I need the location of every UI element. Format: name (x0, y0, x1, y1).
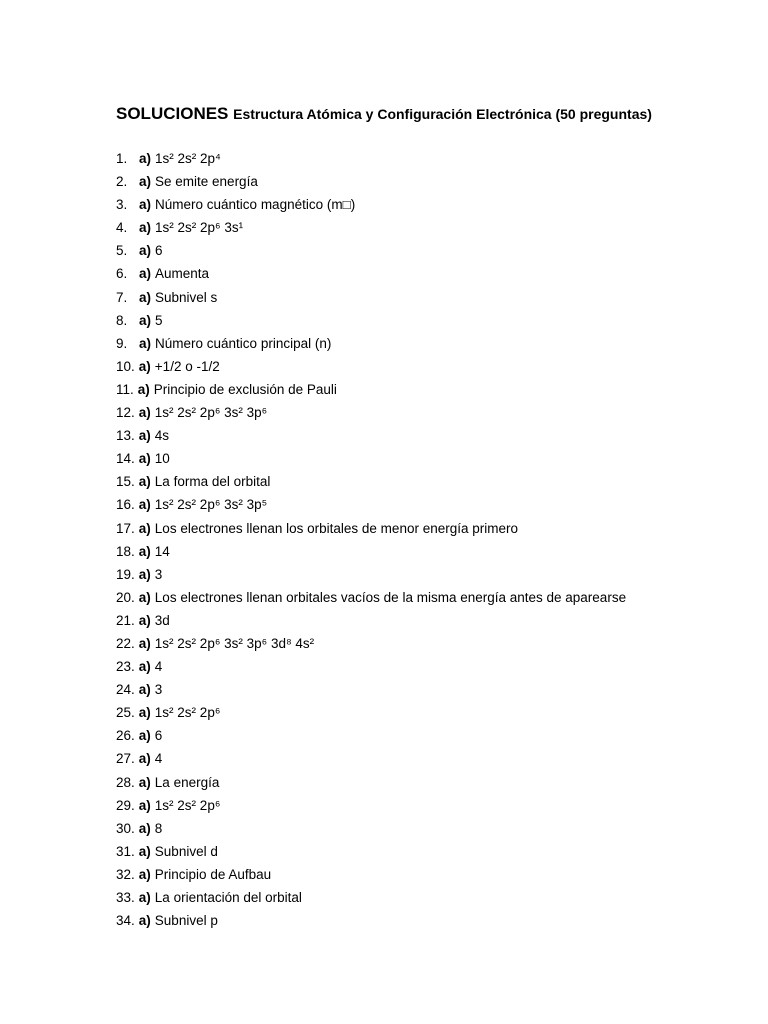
answer-option: a) (138, 820, 151, 836)
answer-text: Se emite energía (155, 174, 258, 190)
answer-text: 6 (154, 728, 163, 744)
answer-number: 30. (116, 820, 135, 836)
answer-option: a) (139, 312, 152, 328)
answer-text: Principio de Aufbau (154, 866, 272, 882)
answer-item (116, 378, 736, 401)
answer-text: 5 (155, 312, 163, 328)
answer-item (116, 470, 736, 493)
answer-text: 1s² 2s² 2p⁶ 3s² 3p⁶ 3d⁸ 4s² (154, 635, 315, 651)
answer-item (116, 863, 736, 886)
answer-item (116, 817, 736, 840)
answer-number: 16. (116, 497, 135, 513)
answer-item (116, 632, 736, 655)
answer-number: 21. (116, 612, 135, 628)
answer-text: La energía (154, 774, 220, 790)
answer-text: Número cuántico principal (n) (155, 335, 332, 351)
answer-number: 8. (116, 312, 128, 328)
answer-text: 1s² 2s² 2p⁴ (155, 151, 221, 166)
answer-text: 1s² 2s² 2p⁶ (154, 797, 221, 813)
answer-option: a) (138, 520, 151, 536)
answer-item (116, 517, 736, 540)
answer-text: 1s² 2s² 2p⁶ (154, 705, 221, 721)
answer-option: a) (139, 243, 152, 259)
answer-item (116, 401, 736, 424)
title-subtitle: Estructura Atómica y Configuración Electrónica (50 preguntas) (233, 106, 652, 122)
answer-text: Aumenta (155, 266, 210, 282)
answer-number: 25. (116, 705, 135, 721)
answer-number: 24. (116, 682, 135, 698)
answer-item (116, 747, 736, 770)
answer-option: a) (137, 381, 150, 397)
answer-item (116, 286, 736, 309)
answer-item (116, 216, 736, 239)
answer-option: a) (138, 843, 151, 859)
answer-item (116, 424, 736, 447)
answer-option: a) (139, 174, 152, 190)
answer-option: a) (139, 220, 152, 236)
answer-number: 28. (116, 774, 135, 790)
answer-option: a) (138, 474, 151, 490)
answer-option: a) (138, 612, 151, 628)
answer-text: 8 (154, 820, 163, 836)
answer-option: a) (138, 497, 151, 513)
answer-text: 1s² 2s² 2p⁶ 3s² 3p⁵ (154, 497, 268, 513)
answer-text: Subnivel d (154, 843, 218, 859)
answer-text: 4 (154, 751, 163, 767)
answer-option: a) (138, 705, 151, 721)
answer-text: 1s² 2s² 2p⁶ 3s¹ (155, 220, 244, 236)
answer-item (116, 678, 736, 701)
answer-item (116, 355, 736, 378)
answer-text: 1s² 2s² 2p⁶ 3s² 3p⁶ (154, 405, 268, 421)
answer-number: 13. (116, 428, 135, 444)
answer-number: 18. (116, 543, 135, 559)
answer-option: a) (138, 682, 151, 698)
answer-text: 3d (154, 612, 170, 628)
answer-list (116, 147, 736, 932)
answer-number: 2. (116, 174, 128, 190)
answer-item (116, 262, 736, 285)
answer-item (116, 701, 736, 724)
answer-number: 22. (116, 635, 135, 651)
answer-option: a) (139, 289, 152, 305)
answer-number: 11. (116, 381, 134, 397)
document-title (116, 103, 736, 125)
answer-text: 3 (154, 566, 163, 582)
answer-number: 31. (116, 843, 135, 859)
answer-option: a) (138, 890, 151, 905)
answer-number: 4. (116, 220, 128, 236)
answer-text: Los electrones llenan orbitales vacíos de la misma energía antes de aparearse (154, 589, 627, 605)
answer-text: 14 (154, 543, 170, 559)
answer-option: a) (138, 589, 151, 605)
answer-item (116, 563, 736, 586)
answer-text: Los electrones llenan los orbitales de menor energía primero (154, 520, 518, 536)
answer-number: 34. (116, 913, 135, 929)
answer-text: La orientación del orbital (154, 890, 302, 905)
answer-option: a) (139, 151, 152, 166)
answer-option: a) (138, 635, 151, 651)
answer-item (116, 540, 736, 563)
answer-number: 1. (116, 151, 128, 166)
answer-option: a) (138, 659, 151, 675)
answer-option: a) (138, 428, 151, 444)
answer-item (116, 609, 736, 632)
answer-number: 5. (116, 243, 128, 259)
answer-item (116, 886, 736, 909)
answer-number: 12. (116, 405, 135, 421)
answer-option: a) (139, 266, 152, 282)
answer-item (116, 193, 736, 216)
answer-option: a) (138, 728, 151, 744)
answer-option: a) (138, 751, 151, 767)
answer-text: Número cuántico magnético (m□) (155, 197, 356, 213)
answer-number: 33. (116, 890, 135, 905)
answer-text: 3 (154, 682, 163, 698)
answer-option: a) (138, 797, 151, 813)
answer-item (116, 909, 736, 932)
answer-text: 6 (155, 243, 163, 259)
answer-option: a) (138, 913, 151, 929)
answer-text: Subnivel s (155, 289, 218, 305)
answer-item (116, 586, 736, 609)
answer-item (116, 724, 736, 747)
answer-item (116, 309, 736, 332)
answer-text: 10 (154, 451, 170, 467)
answer-text: +1/2 o -1/2 (154, 358, 220, 374)
answer-option: a) (139, 197, 152, 213)
answer-number: 10. (116, 358, 135, 374)
answer-item (116, 794, 736, 817)
answer-item (116, 147, 736, 170)
answer-item (116, 332, 736, 355)
answer-number: 19. (116, 566, 135, 582)
answer-number: 7. (116, 289, 128, 305)
answer-number: 20. (116, 589, 135, 605)
answer-item (116, 771, 736, 794)
answer-item (116, 493, 736, 516)
answer-text: 4 (154, 659, 163, 675)
answer-number: 17. (116, 520, 135, 536)
answer-number: 27. (116, 751, 135, 767)
answer-number: 32. (116, 866, 135, 882)
answer-item (116, 840, 736, 863)
answer-number: 26. (116, 728, 135, 744)
answer-number: 6. (116, 266, 128, 282)
answer-option: a) (139, 335, 152, 351)
answer-option: a) (138, 451, 151, 467)
answer-option: a) (138, 566, 151, 582)
answer-text: La forma del orbital (154, 474, 271, 490)
answer-option: a) (138, 358, 151, 374)
answer-number: 29. (116, 797, 135, 813)
answer-number: 3. (116, 197, 128, 213)
document-page (116, 103, 736, 932)
answer-number: 15. (116, 474, 135, 490)
answer-text: 4s (154, 428, 170, 444)
answer-option: a) (138, 543, 151, 559)
title-main: SOLUCIONES (116, 104, 229, 123)
answer-text: Principio de exclusión de Pauli (153, 381, 337, 397)
answer-number: 14. (116, 451, 135, 467)
answer-item (116, 239, 736, 262)
answer-option: a) (138, 866, 151, 882)
answer-number: 9. (116, 335, 128, 351)
answer-item (116, 170, 736, 193)
answer-item (116, 447, 736, 470)
answer-option: a) (138, 774, 151, 790)
answer-item (116, 655, 736, 678)
answer-option: a) (138, 405, 151, 421)
answer-number: 23. (116, 659, 135, 675)
answer-text: Subnivel p (154, 913, 218, 929)
